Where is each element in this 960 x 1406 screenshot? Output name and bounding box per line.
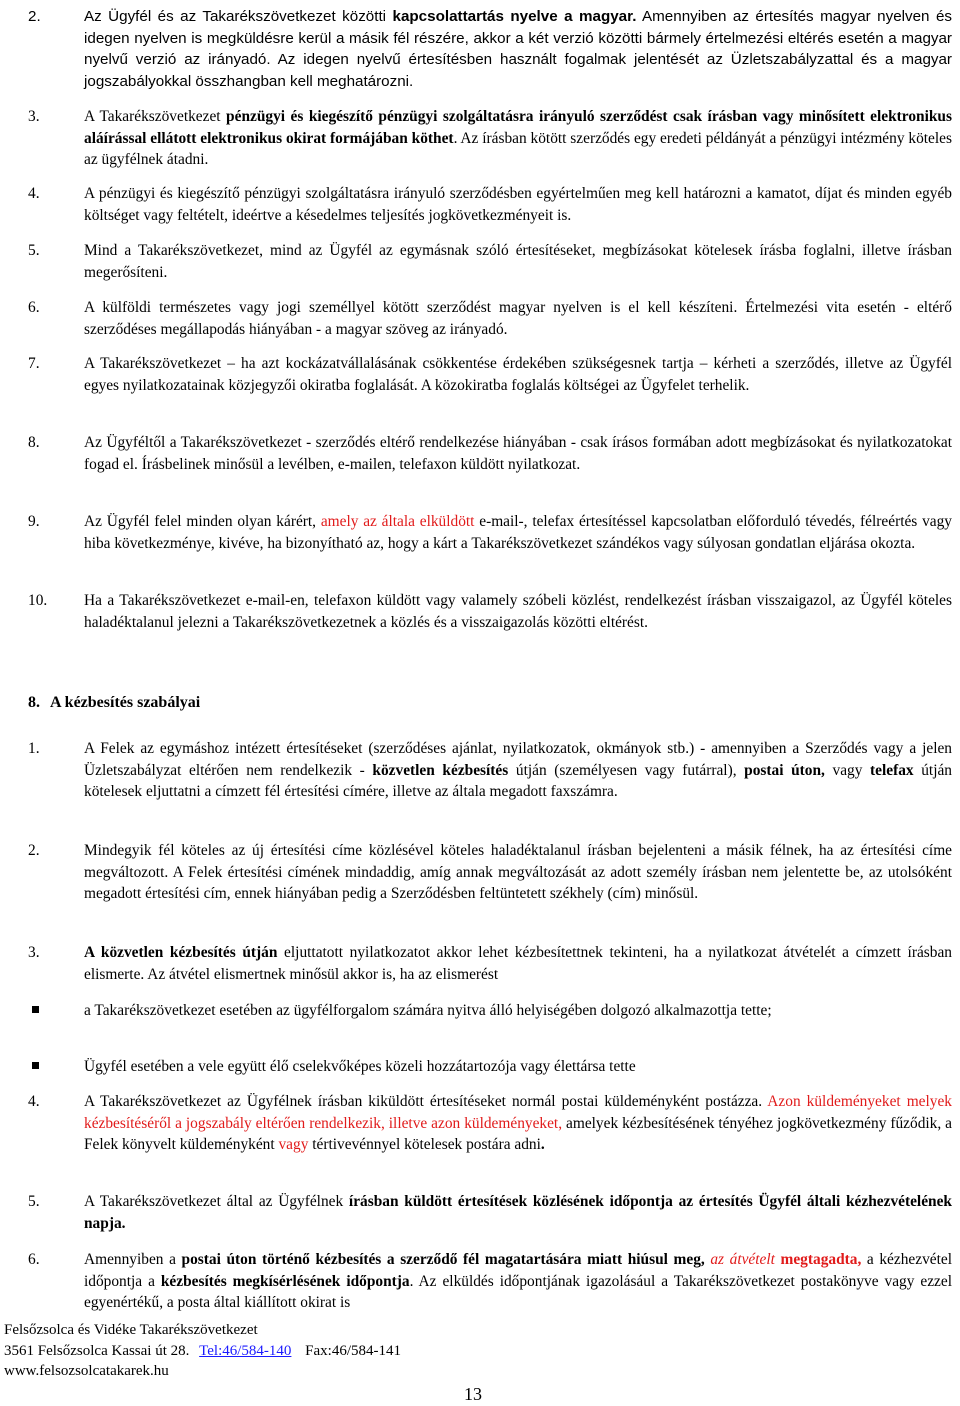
- text-run: Amennyiben a: [84, 1251, 182, 1268]
- item-text: A pénzügyi és kiegészítő pénzügyi szolgáltatásra irányuló szerződésben egyértelműen meg kell határozni a kamatot, díjat és minden egyéb költséget vagy feltételt, ideértve a késedelmes teljesítés jogkövetkezményeit is.: [84, 185, 952, 224]
- bold-text: telefax: [870, 761, 914, 779]
- bullet-text: Ügyfél esetében a vele együtt élő cselekvőképes közeli hozzátartozója vagy élettársa tette: [84, 1058, 636, 1075]
- list-item: [28, 1249, 952, 1314]
- item-text: [84, 106, 952, 171]
- item-number: 6.: [28, 1251, 40, 1268]
- list-item: [28, 738, 952, 803]
- item-text: Ha a Takarékszövetkezet e-mail-en, telefaxon küldött vagy valamely szóbeli közlést, rendelkezést írásban visszaigazol, az Ügyfél köteles haladéktalanul jelezni a Takarékszövetkezetnek a közlés és a visszaigazolás közötti eltérést.: [84, 592, 952, 631]
- section-heading: [28, 692, 200, 714]
- text-run: amelyek kézbesítésének tényéhez jogkövetkezmény fűződik, a Felek könyvelt küldeményként: [84, 1114, 952, 1153]
- red-text: amely az általa elküldött: [320, 513, 475, 530]
- item-text: [84, 1091, 952, 1156]
- item-number: 7.: [28, 355, 40, 372]
- text-run: A Takarékszövetkezet az Ügyfélnek írásban kiküldött értesítéseket normál postai küldeményként postázza.: [84, 1093, 768, 1110]
- item-text: A Takarékszövetkezet – ha azt kockázatvállalásának csökkentése érdekében szükségesnek tartja – kérheti a szerződés, illetve az Ügyfél egyes nyilatkozatainak közjegyzői okiratba foglalását. A közokiratba foglalás költségei az Ügyfelet terhelik.: [84, 355, 952, 394]
- page-number: 13: [464, 1384, 482, 1404]
- text-run: vagy: [824, 761, 871, 779]
- bold-text: pénzügyi és kiegészítő pénzügyi szolgáltatásra irányuló szerződést csak írásban vagy minősített elektronikus aláírással ellátott elektronikus okirat formájában köthet: [84, 108, 952, 147]
- item-number: 3.: [28, 944, 40, 961]
- footer-address: 3561 Felsőzsolca Kassai út 28.: [4, 1343, 190, 1359]
- item-text: [84, 1191, 952, 1234]
- red-text: vagy: [278, 1136, 309, 1153]
- text-run: A Takarékszövetkezet: [84, 108, 227, 125]
- item-text: [84, 6, 952, 92]
- section-number: 8.: [28, 694, 40, 711]
- item-number: 4.: [28, 185, 40, 202]
- list-item: [28, 106, 952, 171]
- item-number: 4.: [28, 1093, 40, 1110]
- text-run: eljuttatott nyilatkozatot akkor lehet kézbesítettnek tekinteni, ha a nyilatkozat átvételét a címzett írásban elismerte. Az átvétel elismertnek minősül akkor is, ha az elismerést: [84, 944, 952, 983]
- bold-text: kapcsolattartás nyelve a magyar.: [392, 8, 637, 25]
- section-title: A kézbesítés szabályai: [50, 694, 201, 711]
- item-text: Az Ügyféltől a Takarékszövetkezet - szerződés eltérő rendelkezése hiányában - csak írásos formában adott megbízásokat és nyilatkozatokat fogad el. Írásbelinek minősül a levélben, e-mailen, telefaxon küldött nyilatkozat.: [84, 434, 952, 473]
- list-item: [28, 590, 952, 633]
- text-run: Amennyiben az értesítés magyar nyelven és idegen nyelven is megküldésre kerül a másik fél részére, akkor a két verzió közötti bármely értelmezési eltérés esetén a magyar nyelvű verzió az irányadó. Az idegen nyelvű értesítésben használt fogalmak jelentését az Üzletszabályzattal és a magyar jogszabályokkal összhangban kell meghatározni.: [84, 8, 952, 90]
- bullet-item: [28, 1000, 952, 1022]
- text-run: tértivevénnyel kötelesek postára adni: [308, 1136, 541, 1153]
- list-item: [28, 6, 952, 92]
- footer-contact: [4, 1341, 401, 1362]
- text-run: a kézhezvétel időpontja a: [84, 1251, 952, 1290]
- text-run: . Az írásban kötött szerződés egy eredeti példányát a pénzügyi intézmény köteles az ügyfélnek átadni.: [84, 129, 952, 168]
- list-item: [28, 840, 952, 905]
- bold-text: postai úton,: [744, 761, 825, 779]
- item-text: Mind a Takarékszövetkezet, mind az Ügyfél az egymásnak szóló értesítéseket, megbízásokat kötelesek írásba foglalni, illetve írásban megerősíteni.: [84, 242, 952, 281]
- bullet-text: a Takarékszövetkezet esetében az ügyfélforgalom számára nyitva álló helyiségében dolgozó alkalmazottja tette;: [84, 1002, 772, 1019]
- square-bullet-icon: [32, 1006, 39, 1013]
- item-number: 2.: [28, 8, 41, 25]
- bold-text: A közvetlen kézbesítés útján: [84, 944, 278, 961]
- text-run: útján kötelesek eljuttatni a címzett fél értesítési címére, illetve az általa megadott faxszámra.: [84, 761, 953, 800]
- item-text: [84, 738, 952, 803]
- text-run: A Takarékszövetkezet által az Ügyfélnek: [84, 1193, 349, 1210]
- bold-text: postai úton történő kézbesítés a szerződő fél magatartására miatt hiúsul meg,: [181, 1251, 705, 1268]
- list-item: [28, 240, 952, 283]
- text-run: útján (személyesen vagy futárral),: [508, 761, 745, 779]
- text-run: e-mail-, telefax értesítéssel kapcsolatban előforduló tévedés, félreértés vagy hiba következménye, kivéve, ha bizonyítható az, hogy a kárt a Takarékszövetkezet szándékos vagy súlyosan gondatlan eljárása okozta.: [84, 513, 953, 552]
- item-text: [84, 942, 952, 985]
- item-number: 8.: [28, 434, 40, 451]
- item-number: 3.: [28, 108, 40, 125]
- list-item: [28, 183, 952, 226]
- item-number: 5.: [28, 1193, 40, 1210]
- item-number: 6.: [28, 299, 40, 316]
- list-item: [28, 511, 952, 554]
- item-text: Mindegyik fél köteles az új értesítési címe közlésével köteles haladéktalanul írásban bejelenteni a másik félnek, ha az értesítési címe megváltozott. A Felek értesítési címének mindaddig, amíg annak megváltozását az adott személy írásban nem jelentette be, az utolsóként megadott értesítési cím, ennek hiányában pedig a Szerződésben feltüntetett székhely (cím) minősül.: [84, 842, 952, 902]
- text-run: . Az elküldés időpontjának igazolásául a Takarékszövetkezet postakönyve vagy ezzel egyenértékű, a posta által kiállított okirat is: [84, 1272, 952, 1311]
- item-text: [84, 511, 952, 554]
- list-item: [28, 297, 952, 340]
- item-text: [84, 1249, 952, 1314]
- item-number: 1.: [28, 740, 40, 757]
- list-item: [28, 353, 952, 396]
- item-text: A külföldi természetes vagy jogi személlyel kötött szerződést magyar nyelven is el kell készíteni. Értelmezési vita esetén - eltérő szerződéses megállapodás hiányában - a magyar szöveg az irányadó.: [84, 299, 952, 338]
- bullet-item: [28, 1056, 952, 1078]
- footer-website[interactable]: www.felsozsolcatakarek.hu: [4, 1363, 169, 1379]
- list-item: [28, 432, 952, 475]
- list-item: [28, 1091, 952, 1156]
- red-bold-text: megtagadta,: [780, 1251, 862, 1268]
- bold-text: közvetlen kézbesítés: [372, 761, 509, 779]
- footer-org: Felsőzsolca és Vidéke Takarékszövetkezet: [4, 1322, 258, 1338]
- item-number: 10.: [28, 592, 48, 609]
- bold-text: kézbesítés megkísérlésének időpontja: [160, 1272, 410, 1290]
- red-italic-text: az átvételt: [710, 1251, 775, 1268]
- item-number: 9.: [28, 513, 40, 530]
- list-item: [28, 1191, 952, 1234]
- item-number: 2.: [28, 842, 40, 859]
- item-number: 5.: [28, 242, 40, 259]
- square-bullet-icon: [32, 1062, 39, 1069]
- red-text: Azon küldeményeket melyek kézbesítéséről a jogszabály eltérően rendelkezik, illetve azon küldeményeket,: [84, 1093, 952, 1132]
- text-run: Az Ügyfél felel minden olyan kárért,: [84, 513, 321, 530]
- bold-text: .: [540, 1136, 545, 1153]
- bold-text: írásban küldött értesítések közlésének időpontja az értesítés Ügyfél általi kézhezvételének napja.: [84, 1193, 952, 1232]
- text-run: A Felek az egymáshoz intézett értesítéseket (szerződéses ajánlat, nyilatkozatok, okmányok stb.) - amennyiben a Szerződés vagy a jelen Üzletszabályzat eltérően nem rendelkezik -: [84, 740, 952, 779]
- text-run: Az Ügyfél és az Takarékszövetkezet közötti: [84, 8, 393, 25]
- footer-fax: Fax:46/584-141: [305, 1343, 402, 1359]
- footer-tel-link[interactable]: Tel:46/584-140: [199, 1343, 292, 1359]
- list-item: [28, 942, 952, 985]
